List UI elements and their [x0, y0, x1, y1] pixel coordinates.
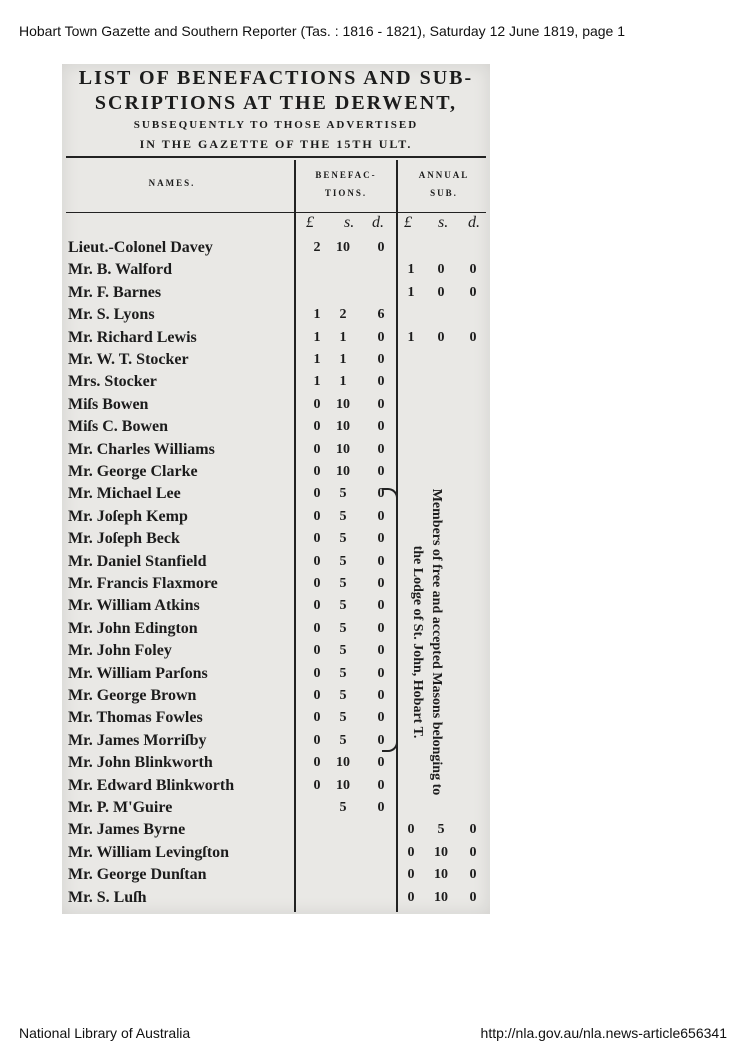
subscriber-name: Mr. W. T. Stocker — [68, 351, 189, 368]
unit-pence: d. — [372, 214, 384, 231]
subscriber-name: Mr. Richard Lewis — [68, 328, 197, 346]
table-row — [66, 350, 486, 372]
table-row — [66, 462, 486, 484]
annual-pence: 0 — [469, 329, 477, 345]
masons-annotation: Members of free and accepted Masons belonging to the Lodge of St. John, Hobart T. — [410, 488, 444, 796]
subscriber-name: Miſs Bowen — [68, 395, 149, 413]
benefaction-pence: 0 — [377, 620, 385, 636]
annual-shillings: 10 — [434, 867, 448, 883]
table-row — [66, 820, 486, 842]
annual-pence: 0 — [469, 867, 477, 883]
benefaction-pounds: 0 — [313, 419, 321, 435]
benefaction-pence: 6 — [377, 307, 385, 323]
annual-shillings: 10 — [434, 889, 448, 905]
title-line: IN THE GAZETTE OF THE 15TH ULT. — [139, 137, 413, 151]
benefaction-shillings: 10 — [336, 777, 350, 793]
benefaction-pence: 0 — [377, 240, 385, 255]
article-title — [62, 66, 490, 154]
subscriber-name: Miſs C. Bowen — [68, 418, 168, 436]
benefaction-shillings: 5 — [339, 531, 347, 547]
annual-pounds: 0 — [407, 889, 415, 905]
benefaction-pence: 0 — [377, 800, 385, 815]
benefaction-pence: 0 — [377, 329, 385, 345]
benefaction-shillings: 1 — [339, 374, 347, 390]
subscriber-name: Mr. George Brown — [68, 687, 197, 704]
unit-pence: d. — [468, 214, 480, 231]
benefaction-pence: 0 — [377, 508, 385, 524]
benefaction-shillings: 10 — [336, 441, 350, 457]
benefaction-pence: 0 — [377, 396, 385, 412]
unit-shillings: s. — [344, 214, 355, 231]
benefaction-pounds: 0 — [313, 531, 321, 547]
benefaction-pounds: 0 — [313, 665, 321, 681]
subscriber-name: Mr. James Morriſby — [68, 731, 207, 749]
annual-pounds: 0 — [407, 844, 415, 860]
benefaction-pence: 0 — [377, 576, 385, 591]
column-header-annual — [400, 166, 488, 202]
footer-url[interactable]: http://nla.gov.au/nla.news-article656341 — [480, 1025, 727, 1041]
benefaction-shillings: 1 — [339, 352, 347, 367]
benefaction-pounds: 0 — [313, 486, 321, 502]
benefaction-pence: 0 — [377, 352, 385, 367]
subscriber-name: Mr. George Dunſtan — [68, 866, 207, 884]
annual-shillings: 10 — [434, 844, 448, 860]
subscriber-name: Mr. Joſeph Beck — [68, 530, 180, 548]
benefaction-pence: 0 — [377, 374, 385, 390]
benefaction-pence: 0 — [377, 553, 385, 569]
column-header-text: ANNUAL — [418, 170, 470, 180]
benefaction-pounds: 0 — [313, 396, 321, 412]
benefaction-shillings: 10 — [336, 464, 350, 479]
benefaction-pence: 0 — [377, 665, 385, 681]
table-row — [66, 238, 486, 260]
annual-pence: 0 — [469, 889, 477, 905]
annual-pence: 0 — [469, 284, 477, 300]
benefaction-pounds: 0 — [313, 732, 321, 748]
benefaction-pounds: 0 — [313, 553, 321, 569]
benefaction-shillings: 5 — [339, 508, 347, 524]
benefaction-pence: 0 — [377, 464, 385, 479]
annual-pounds: 1 — [407, 284, 415, 300]
subscriber-name: Mr. S. Lyons — [68, 306, 155, 324]
title-line: SCRIPTIONS AT THE DERWENT, — [94, 92, 458, 114]
benefaction-pounds: 1 — [313, 374, 321, 390]
subscriber-name: Mr. William Levingſton — [68, 843, 230, 861]
annual-shillings: 0 — [437, 284, 445, 300]
benefaction-shillings: 2 — [339, 307, 347, 323]
table-row — [66, 260, 486, 282]
subscriber-name: Mr. B. Walford — [68, 261, 173, 279]
benefaction-pounds: 0 — [313, 643, 321, 659]
subscriber-name: Mr. Francis Flaxmore — [68, 575, 218, 592]
subscriber-name: Mr. Thomas Fowles — [68, 709, 203, 727]
title-line: SUBSEQUENTLY TO THOSE ADVERTISED — [133, 119, 419, 131]
subscriber-name: Mr. Daniel Stanfield — [68, 552, 207, 570]
benefaction-shillings: 5 — [339, 732, 347, 748]
table-row — [66, 395, 486, 417]
table-row — [66, 283, 486, 305]
benefaction-pence: 0 — [377, 531, 385, 547]
benefaction-pounds: 0 — [313, 777, 321, 793]
benefaction-pence: 0 — [377, 732, 385, 748]
subscriber-name: Mr. P. M'Guire — [68, 799, 173, 816]
benefaction-pounds: 0 — [313, 576, 321, 591]
subscriber-name: Mr. James Byrne — [68, 821, 186, 839]
benefaction-pence: 0 — [377, 688, 385, 703]
benefaction-shillings: 5 — [339, 486, 347, 502]
benefaction-shillings: 5 — [339, 620, 347, 636]
annual-pounds: 1 — [407, 329, 415, 345]
benefaction-pence: 0 — [377, 419, 385, 435]
unit-pounds: £ — [306, 214, 314, 231]
benefaction-pence: 0 — [377, 643, 385, 659]
benefaction-pounds: 1 — [313, 307, 321, 323]
subscriber-name: Mr. Edward Blinkworth — [68, 776, 235, 794]
annual-pounds: 1 — [407, 262, 415, 278]
divider-rule — [66, 212, 486, 213]
benefaction-shillings: 5 — [339, 688, 347, 703]
column-header-text: SUB. — [430, 188, 458, 198]
benefaction-pounds: 1 — [313, 329, 321, 345]
subscriber-name: Mr. William Atkins — [68, 597, 200, 615]
subscriber-name: Mr. John Foley — [68, 642, 172, 660]
column-header-text: BENEFAC- — [315, 170, 377, 180]
benefaction-pounds: 2 — [313, 240, 321, 255]
benefaction-pence: 0 — [377, 598, 385, 614]
subscriber-name: Mr. F. Barnes — [68, 283, 162, 301]
benefaction-pounds: 0 — [313, 688, 321, 703]
table-row — [66, 328, 486, 350]
table-row — [66, 417, 486, 439]
benefaction-pounds: 0 — [313, 710, 321, 726]
subscriber-name: Mr. George Clarke — [68, 463, 198, 480]
benefaction-shillings: 5 — [339, 643, 347, 659]
subscriber-name: Mr. John Edington — [68, 619, 198, 637]
benefaction-pence: 0 — [377, 777, 385, 793]
table-row — [66, 865, 486, 887]
unit-shillings: s. — [438, 214, 449, 231]
benefaction-shillings: 5 — [339, 665, 347, 681]
column-header-benefactions — [294, 166, 398, 202]
annual-pence: 0 — [469, 844, 477, 860]
annual-pounds: 0 — [407, 867, 415, 883]
benefaction-pounds: 0 — [313, 508, 321, 524]
table-row — [66, 888, 486, 910]
benefaction-pounds: 0 — [313, 620, 321, 636]
table-row — [66, 372, 486, 394]
subscriber-name: Mr. Charles Williams — [68, 440, 215, 458]
benefaction-pounds: 1 — [313, 352, 321, 367]
subscriber-name: Mr. Michael Lee — [68, 485, 181, 503]
annual-shillings: 0 — [437, 329, 445, 345]
title-line: LIST OF BENEFACTIONS AND SUB- — [78, 67, 474, 89]
column-header-names: NAMES. — [148, 178, 196, 188]
table-row — [66, 440, 486, 462]
benefaction-shillings: 5 — [339, 598, 347, 614]
unit-pounds: £ — [404, 214, 412, 231]
footer-publisher: National Library of Australia — [19, 1025, 191, 1041]
benefaction-shillings: 10 — [336, 396, 350, 412]
benefaction-shillings: 5 — [339, 553, 347, 569]
benefaction-shillings: 1 — [339, 329, 347, 345]
table-row — [66, 843, 486, 865]
table-row — [66, 305, 486, 327]
benefaction-pence: 0 — [377, 755, 385, 771]
subscriber-name: Mr. William Parſons — [68, 664, 208, 682]
annual-shillings: 5 — [437, 822, 445, 838]
benefaction-shillings: 5 — [339, 800, 347, 815]
annual-pence: 0 — [469, 262, 477, 278]
benefaction-pence: 0 — [377, 710, 385, 726]
benefaction-pounds: 0 — [313, 755, 321, 771]
subscriber-name: Mr. S. Luſh — [68, 888, 147, 906]
annual-pounds: 0 — [407, 822, 415, 838]
benefaction-pounds: 0 — [313, 464, 321, 479]
benefaction-shillings: 10 — [336, 755, 350, 771]
annual-shillings: 0 — [437, 262, 445, 278]
benefaction-shillings: 5 — [339, 576, 347, 591]
benefaction-pence: 0 — [377, 486, 385, 502]
benefaction-shillings: 10 — [336, 419, 350, 435]
divider-rule — [66, 156, 486, 158]
benefaction-pounds: 0 — [313, 598, 321, 614]
subscriber-name: Lieut.-Colonel Davey — [68, 239, 213, 256]
newspaper-clipping — [62, 64, 490, 914]
benefaction-pounds: 0 — [313, 441, 321, 457]
column-header-text: TIONS. — [324, 188, 368, 198]
subscriber-name: Mr. Joſeph Kemp — [68, 507, 188, 525]
annual-pence: 0 — [469, 822, 477, 838]
benefaction-pence: 0 — [377, 441, 385, 457]
benefaction-shillings: 5 — [339, 710, 347, 726]
page-citation: Hobart Town Gazette and Southern Reporter (Tas. : 1816 - 1821), Saturday 12 June 1819, page 1 — [19, 23, 626, 39]
masons-brace — [382, 488, 398, 752]
subscriber-name: Mrs. Stocker — [68, 373, 157, 391]
subscriber-name: Mr. John Blinkworth — [68, 754, 213, 772]
benefaction-shillings: 10 — [336, 240, 350, 255]
